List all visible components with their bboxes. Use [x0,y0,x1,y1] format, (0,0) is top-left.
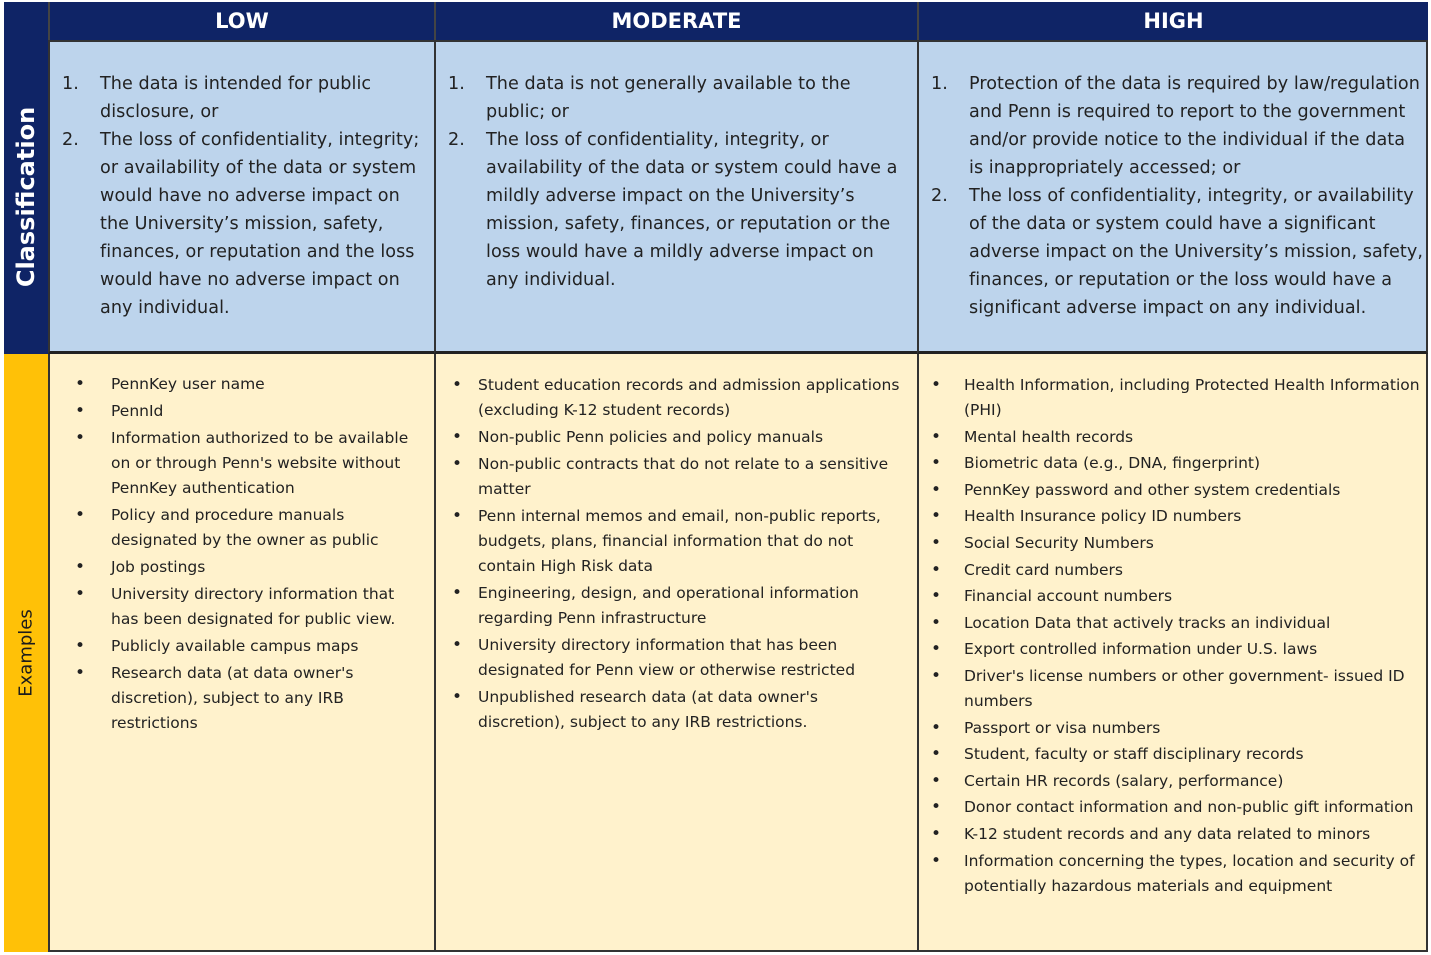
classification-item [50,70,420,126]
example-item: • Penn internal memos and email, non-public reports, budgets, plans, financial information that do not contain High Risk data [436,504,906,579]
example-item: • Donor contact information and non-public gift information [919,795,1427,820]
examples-moderate-cell [434,354,917,952]
data-risk-classification-table [4,2,1428,952]
classification-high-list [919,70,1424,322]
example-item: • Social Security Numbers [919,531,1427,556]
example-item: • Job postings [50,555,420,580]
item-number: 1. [448,74,465,94]
example-item: • Mental health records [919,425,1427,450]
item-text: Protection of the data is required by law/regulation and Penn is required to report to the government and/or provide notice to the individual if the data is inappropriately accessed; or [969,74,1420,178]
item-number: 2. [62,130,79,150]
classification-item [919,70,1424,182]
example-item: • Biometric data (e.g., DNA, fingerprint) [919,451,1427,476]
example-item: • Policy and procedure manuals designated by the owner as public [50,503,420,553]
example-item: • Certain HR records (salary, performance) [919,769,1427,794]
example-item: • Health Insurance policy ID numbers [919,504,1427,529]
item-text: The data is not generally available to the public; or [486,74,851,122]
item-number: 1. [62,74,79,94]
item-text: The loss of confidentiality, integrity; or availability of the data or system would have no adverse impact on the University’s mission, safety, finances, or reputation and the loss would have no adverse impact on any individual. [100,130,420,318]
example-item: • Publicly available campus maps [50,634,420,659]
item-text: The loss of confidentiality, integrity, or availability of the data or system could have a significant adverse impact on the University’s mission, safety, finances, or reputation or the loss would have a significant adverse impact on any individual. [969,186,1423,318]
classification-moderate-list [436,70,906,294]
example-item: • PennKey password and other system credentials [919,478,1427,503]
header-moderate: MODERATE [434,2,917,40]
item-text: The loss of confidentiality, integrity, or availability of the data or system could have a mildly adverse impact on the University’s mission, safety, finances, or reputation or the loss would have a mildly adverse impact on any individual. [486,130,898,290]
example-item: • Financial account numbers [919,584,1427,609]
examples-high-list [919,373,1427,899]
example-item: • Passport or visa numbers [919,716,1427,741]
classification-high-cell [917,40,1428,354]
example-item: • PennKey user name [50,372,420,397]
row-label-examples: Examples [15,609,37,697]
examples-low-list [50,372,420,736]
example-item: • K-12 student records and any data related to minors [919,822,1427,847]
example-item: • University directory information that has been designated for Penn view or otherwise restricted [436,633,906,683]
example-item: • Non-public Penn policies and policy manuals [436,425,906,450]
classification-item [919,182,1424,322]
classification-item [50,126,420,322]
examples-high-cell [917,354,1428,952]
header-high: HIGH [917,2,1428,40]
example-item: • Student, faculty or staff disciplinary records [919,742,1427,767]
row-label-classification: Classification [12,106,40,288]
row-label-examples-cell [4,354,48,952]
example-item: • University directory information that has been designated for public view. [50,582,420,632]
item-number: 2. [931,186,948,206]
classification-moderate-cell [434,40,917,354]
example-item: • Research data (at data owner's discretion), subject to any IRB restrictions [50,661,420,736]
example-item: • PennId [50,399,420,424]
examples-low-cell [48,354,434,952]
example-item: • Information concerning the types, location and security of potentially hazardous materials and equipment [919,849,1427,899]
example-item: • Driver's license numbers or other government- issued ID numbers [919,664,1427,714]
header-low: LOW [48,2,434,40]
item-number: 1. [931,74,948,94]
example-item: • Export controlled information under U.S. laws [919,637,1427,662]
classification-low-cell [48,40,434,354]
example-item: • Engineering, design, and operational information regarding Penn infrastructure [436,581,906,631]
example-item: • Unpublished research data (at data owner's discretion), subject to any IRB restrictions. [436,685,906,735]
classification-item [436,126,906,294]
item-text: The data is intended for public disclosure, or [100,74,372,122]
example-item: • Location Data that actively tracks an individual [919,611,1427,636]
item-number: 2. [448,130,465,150]
example-item: • Non-public contracts that do not relate to a sensitive matter [436,452,906,502]
example-item: • Health Information, including Protected Health Information (PHI) [919,373,1427,423]
row-label-classification-cell [4,40,48,354]
example-item: • Credit card numbers [919,558,1427,583]
classification-item [436,70,906,126]
example-item: • Information authorized to be available on or through Penn's website without PennKey authentication [50,426,420,501]
examples-moderate-list [436,373,906,735]
table-corner [4,2,48,40]
classification-low-list [50,70,420,322]
example-item: • Student education records and admission applications (excluding K-12 student records) [436,373,906,423]
